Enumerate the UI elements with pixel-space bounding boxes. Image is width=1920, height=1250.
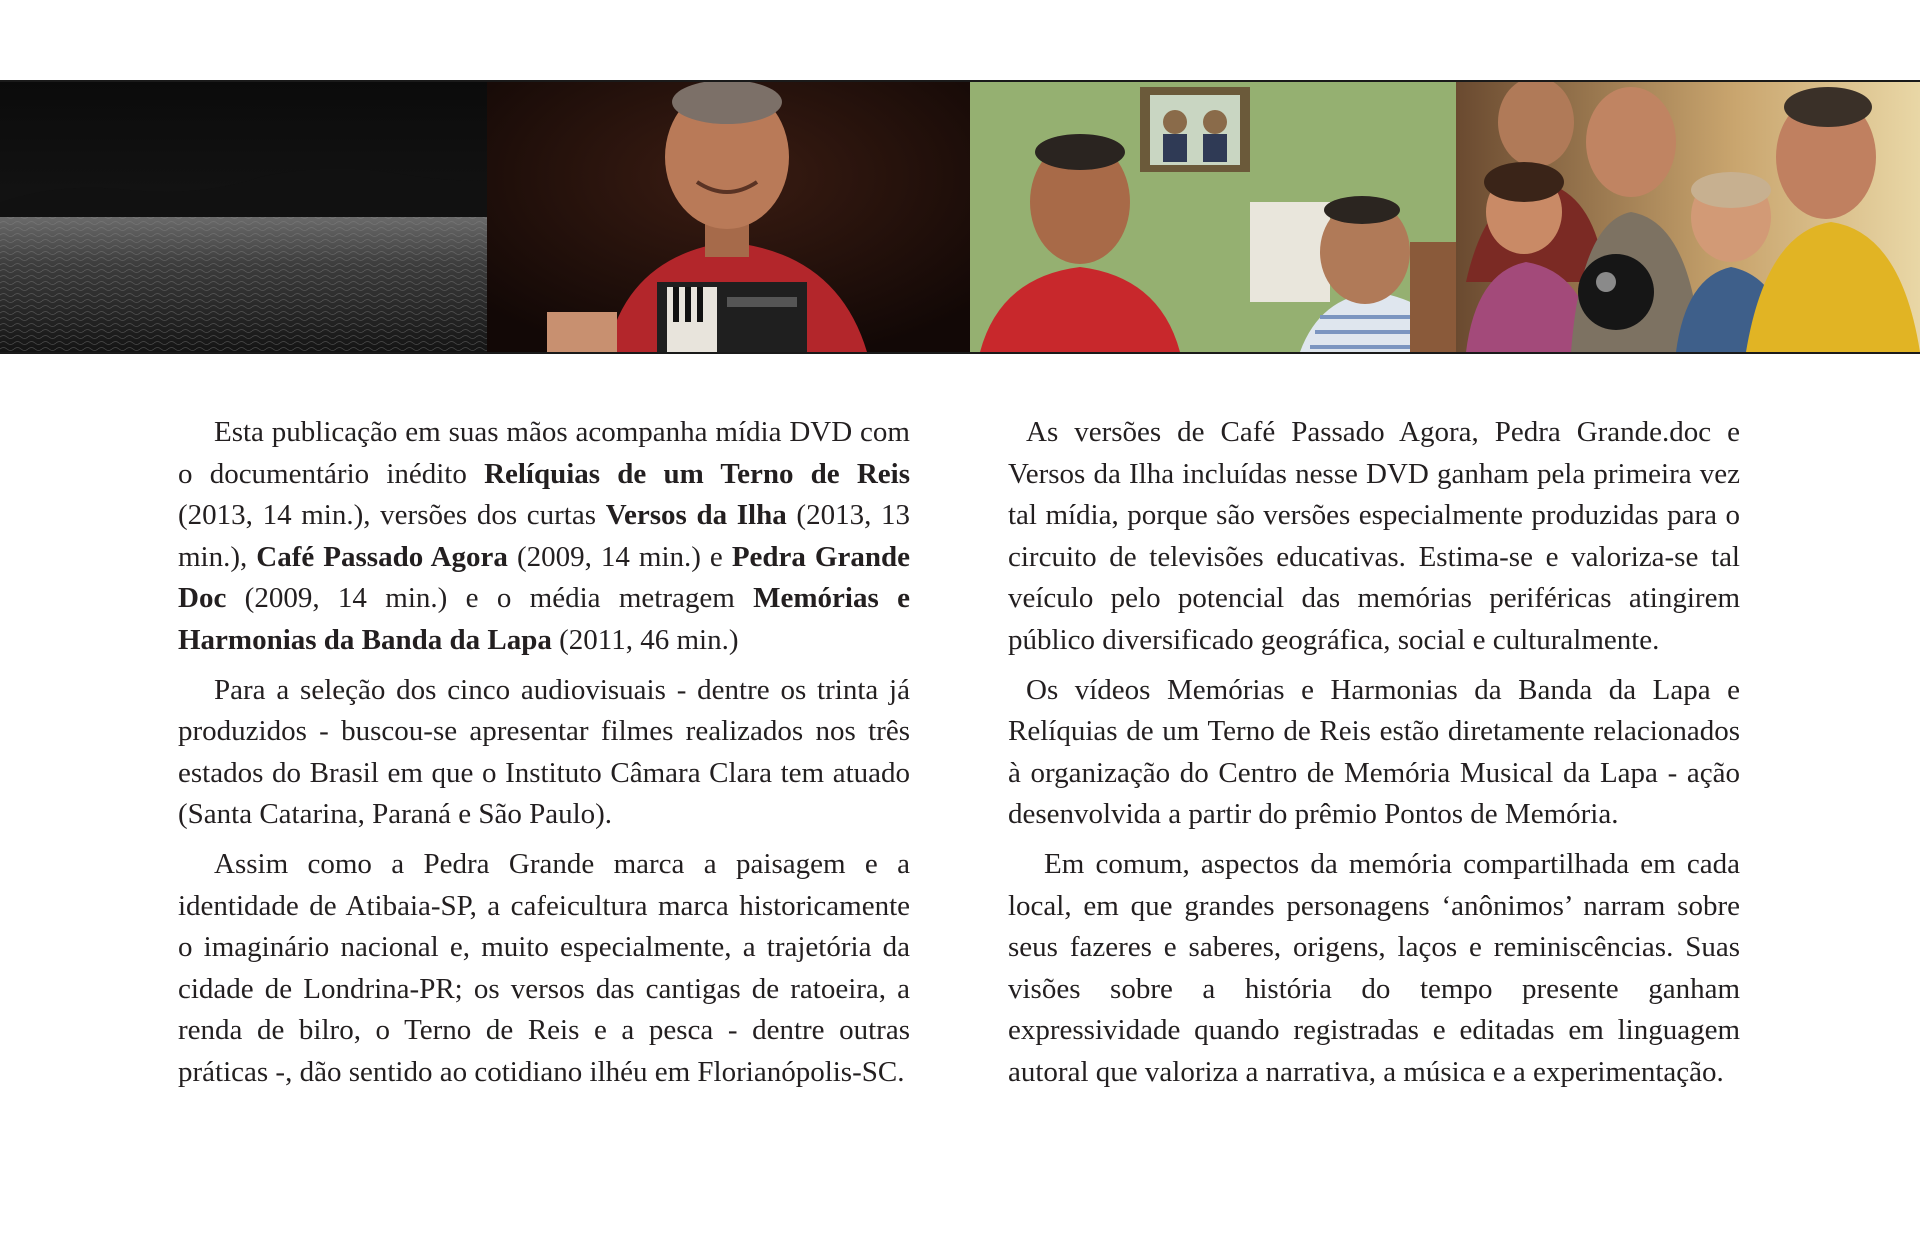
left-p1-text-2: (2013, 14 min.), versões dos curtas	[178, 499, 606, 532]
title-cafe-passado-agora: Café Passado Agora	[256, 540, 508, 573]
right-column	[1008, 412, 1740, 1102]
title-memorias-e-harmonias: Memórias e Harmonias da Banda da Lapa	[178, 582, 910, 656]
left-column	[178, 412, 910, 1102]
night-sea-photo	[0, 82, 487, 352]
left-p1-text-5: (2009, 14 min.) e o média metragem	[226, 582, 754, 615]
photo-strip	[0, 80, 1920, 354]
title-versos-da-ilha: Versos da Ilha	[605, 499, 787, 532]
left-paragraph-2: Para a seleção dos cinco audiovisuais - dentre os trinta já produzidos - buscou-se apresentar filmes realizados nos três estados do Brasil em que o Instituto Câmara Clara tem atuado (Santa Catarina, Paraná e São Paulo).	[178, 673, 910, 831]
men-laughing-photo	[970, 82, 1456, 352]
title-pedra-grande-doc: Pedra Grande Doc	[178, 540, 910, 615]
left-p1-text-3: (2013, 13 min.),	[178, 499, 910, 573]
left-paragraph-1	[178, 412, 910, 662]
right-paragraph-1: As versões de Café Passado Agora, Pedra Grande.doc e Versos da Ilha incluídas nesse DVD ganham pela primeira vez tal mídia, porque são versões especialmente produzidas para o circuito de televisões educativas. Estima-se e valoriza-se tal veículo pelo potencial das memórias periféricas atingirem público diversificado geográfica, social e culturalmente.	[1008, 416, 1740, 656]
accordion-player-photo	[487, 82, 970, 352]
title-reliquias: Relíquias de um Terno de Reis	[484, 457, 910, 490]
left-paragraph-3: Assim como a Pedra Grande marca a paisagem e a identidade de Atibaia-SP, a cafeicultura marca historicamente o imaginário nacional e, muito especialmente, a trajetória da cidade de Londrina-PR; os versos das cantigas de ratoeira, a renda de bilro, o Terno de Reis e a pesca - dentre outras práticas -, dão sentido ao cotidiano ilhéu em Florianópolis-SC.	[178, 847, 910, 1088]
right-paragraph-3: Em comum, aspectos da memória compartilhada em cada local, em que grandes personagens ‘anônimos’ narram sobre seus fazeres e saberes, origens, laços e reminiscências. Suas visões sobre a história do tempo presente ganham expressividade quando registradas e editadas em linguagem autoral que valoriza a narrativa, a música e a experimentação.	[1008, 847, 1740, 1088]
left-p1-text-1: Esta publicação em suas mãos acompanha mídia DVD com o documentário inédito	[178, 416, 910, 490]
family-celebration-photo	[1456, 82, 1920, 352]
right-paragraph-2: Os vídeos Memórias e Harmonias da Banda da Lapa e Relíquias de um Terno de Reis estão diretamente relacionados à organização do Centro de Memória Musical da Lapa - ação desenvolvida a partir do prêmio Pontos de Memória.	[1008, 673, 1740, 831]
left-p1-text-6: (2011, 46 min.)	[551, 623, 739, 656]
left-p1-text-4: (2009, 14 min.) e	[507, 540, 732, 573]
